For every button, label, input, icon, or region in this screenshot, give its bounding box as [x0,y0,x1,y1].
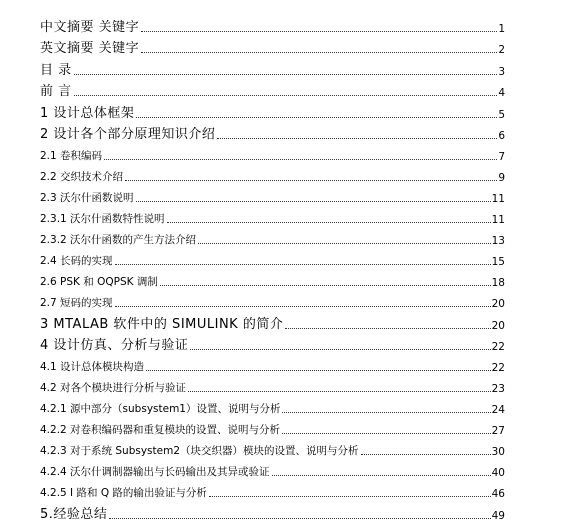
toc-entry-page-number: 27 [491,425,505,437]
toc-entry[interactable] [40,479,505,500]
toc-entry[interactable] [40,310,505,332]
toc-entry[interactable] [40,142,505,163]
toc-entry-page-number: 9 [498,172,505,184]
toc-entry-page-number: 20 [491,298,505,310]
toc-entry[interactable] [40,437,505,458]
table-of-contents [40,13,505,522]
toc-entry-title: 4 设计仿真、分析与验证 [40,338,189,353]
toc-entry[interactable] [40,458,505,479]
toc-entry-page-number: 24 [491,404,505,416]
toc-entry[interactable] [40,56,505,78]
toc-dot-leader [209,496,491,497]
toc-entry-title: 2.7 短码的实现 [40,297,113,309]
toc-dot-leader [167,222,491,223]
toc-dot-leader [282,433,491,434]
toc-entry[interactable] [40,500,505,522]
toc-dot-leader [361,454,491,455]
toc-dot-leader [136,201,491,202]
toc-entry-title: 4.2.1 源中部分（subsystem1）设置、说明与分析 [40,403,281,415]
toc-entry[interactable] [40,13,505,35]
toc-entry-page-number: 30 [491,446,505,458]
toc-dot-leader [74,95,498,96]
toc-entry-title: 4.1 设计总体模块构造 [40,361,145,373]
toc-entry-page-number: 5 [498,108,505,121]
toc-entry-title: 2 设计各个部分原理知识介绍 [40,127,216,142]
toc-dot-leader [190,349,490,350]
toc-dot-leader [188,391,491,392]
toc-dot-leader [217,138,497,139]
toc-dot-leader [104,159,497,160]
toc-entry-page-number: 4 [498,87,505,99]
toc-entry[interactable] [40,332,505,354]
toc-entry-title: 2.1 卷积编码 [40,150,103,162]
toc-entry-page-number: 40 [491,467,505,479]
toc-entry-page-number: 22 [491,341,505,353]
toc-entry-title: 英文摘要 关键字 [40,41,140,56]
toc-entry-page-number: 3 [498,65,505,78]
toc-entry[interactable] [40,268,505,289]
toc-entry-title: 目 录 [40,62,72,78]
toc-entry[interactable] [40,289,505,310]
toc-dot-leader [282,412,490,413]
toc-entry[interactable] [40,374,505,395]
toc-dot-leader [136,117,497,118]
toc-entry[interactable] [40,226,505,247]
toc-entry-page-number: 6 [498,130,505,142]
toc-dot-leader [109,518,490,519]
toc-entry-page-number: 2 [498,44,505,56]
toc-entry[interactable] [40,395,505,416]
toc-entry-title: 前 言 [40,84,72,99]
toc-entry[interactable] [40,78,505,100]
toc-entry-page-number: 49 [491,509,505,522]
toc-dot-leader [115,306,491,307]
toc-entry-title: 2.3 沃尔什函数说明 [40,192,134,204]
toc-entry[interactable] [40,163,505,184]
toc-entry-page-number: 22 [491,362,505,374]
toc-entry[interactable] [40,353,505,374]
toc-entry-page-number: 46 [491,488,505,500]
toc-entry[interactable] [40,184,505,205]
toc-entry[interactable] [40,35,505,57]
toc-entry-page-number: 23 [491,383,505,395]
toc-dot-leader [160,285,491,286]
toc-entry-page-number: 20 [491,319,505,332]
toc-entry[interactable] [40,99,505,121]
toc-entry-page-number: 7 [498,151,505,163]
toc-entry-title: 4.2.4 沃尔什调制器输出与长码输出及其异或验证 [40,466,270,478]
toc-entry-page-number: 1 [498,22,505,35]
toc-entry-title: 4.2.5 I 路和 Q 路的输出验证与分析 [40,487,207,499]
toc-dot-leader [125,180,497,181]
toc-entry-title: 2.4 长码的实现 [40,255,113,267]
toc-dot-leader [198,243,491,244]
toc-entry-title: 2.2 交织技术介绍 [40,171,124,183]
toc-entry-page-number: 13 [491,235,505,247]
toc-entry-title: 5.经验总结 [40,506,108,522]
toc-entry[interactable] [40,121,505,143]
toc-entry-title: 4.2 对各个模块进行分析与验证 [40,382,187,394]
toc-entry-page-number: 15 [491,256,505,268]
toc-entry[interactable] [40,247,505,268]
toc-entry[interactable] [40,205,505,226]
toc-dot-leader [74,74,498,75]
toc-dot-leader [141,31,497,32]
toc-entry-title: 1 设计总体框架 [40,105,135,121]
toc-entry-page-number: 11 [491,214,505,226]
toc-dot-leader [272,475,491,476]
toc-entry-title: 2.6 PSK 和 OQPSK 调制 [40,276,158,288]
toc-entry-page-number: 18 [491,277,505,289]
toc-dot-leader [141,52,497,53]
toc-entry-title: 2.3.2 沃尔什函数的产生方法介绍 [40,234,197,246]
toc-dot-leader [115,264,491,265]
toc-entry[interactable] [40,416,505,437]
toc-entry-page-number: 11 [491,193,505,205]
toc-dot-leader [285,328,490,329]
toc-entry-title: 4.2.3 对于系统 Subsystem2（块交织器）模块的设置、说明与分析 [40,445,359,457]
toc-entry-title: 中文摘要 关键字 [40,19,140,35]
toc-entry-title: 2.3.1 沃尔什函数特性说明 [40,213,165,225]
toc-entry-title: 4.2.2 对卷积编码器和重复模块的设置、说明与分析 [40,424,281,436]
toc-dot-leader [146,370,491,371]
toc-entry-title: 3 MTALAB 软件中的 SIMULINK 的简介 [40,316,284,332]
